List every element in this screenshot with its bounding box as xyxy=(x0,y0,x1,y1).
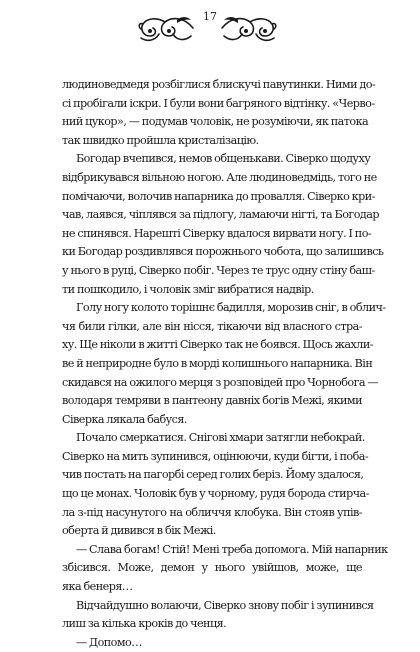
text-line: ний цукор», — подумав чоловік, не розуміючи, як патока xyxy=(62,115,369,129)
text-line: — Допомо… xyxy=(76,635,142,649)
text-line: Богодар вчепився, немов общенькави. Сіверко щодуху xyxy=(76,152,371,166)
text-line: лиш за кілька кроків до ченця. xyxy=(62,617,227,631)
text-line: оберта й дивився в бік Межі. xyxy=(62,524,216,538)
text-line: у нього в руці, Сіверко побіг. Через те трус одну стіну баш- xyxy=(62,263,375,277)
text-line: Сіверка лякала бабуся. xyxy=(62,412,187,426)
text-line: чав, лаявся, чіплявся за підлогу, ламаючи нігті, та Богодар xyxy=(62,208,379,222)
text-line: сі пробігали іскри. І були вони багряного відтінку. «Черво- xyxy=(62,96,375,110)
text-line: володаря темряви в пантеону давніх богів Межі, якими xyxy=(62,394,362,408)
text-line: що це монах. Чоловік був у чорному, рудя борода стирча- xyxy=(62,487,369,501)
text-line: ве й неприродне було в морді колишнього напарника. Він xyxy=(62,356,373,370)
text-line: так швидко пройшла кристалізацію. xyxy=(62,133,259,147)
text-line: збісився. Може, демон у нього увійшов, може, ще xyxy=(62,561,362,575)
text-line: відбрикувався вільною ногою. Але людиноведмідь, того не xyxy=(62,170,377,184)
text-line: чив постать на пагорбі серед голих беріз. Йому здалося, xyxy=(62,468,364,482)
text-line: людиноведмедя розбіглися блискучі павутинки. Ними до- xyxy=(62,78,376,91)
text-line: не спинявся. Нарешті Сіверку вдалося вирвати ногу. І по- xyxy=(62,226,372,240)
page-header xyxy=(0,8,420,66)
right-ornament-icon xyxy=(220,14,278,44)
text-line: Почало смеркатися. Снігові хмари затягли небокрай. xyxy=(76,431,365,445)
text-line: чя били гілки, але він нісся, тікаючи від власного стра- xyxy=(62,319,362,333)
body-text xyxy=(62,76,388,652)
text-line: ла з-під насунутого на обличчя клобука. Він стояв упів- xyxy=(62,505,362,519)
left-ornament-icon xyxy=(137,14,195,44)
text-line: скидався на ожилого мерця з розповідей про Чорнобога — xyxy=(62,375,379,389)
text-line: Відчайдушно волаючи, Сіверко знову побіг і зупинився xyxy=(76,598,374,612)
text-line: помічаючи, волочив напарника до провалля. Сіверко кри- xyxy=(62,189,375,203)
text-line: ху. Ще ніколи в житті Сіверко так не боявся. Щось жахли- xyxy=(62,338,373,352)
page-number: 17 xyxy=(203,10,217,23)
text-line: Голу ногу колото торішнє бадилля, морозив сніг, в облич- xyxy=(76,301,386,315)
text-line: Сіверко на мить зупинився, оцінюючи, куди бігти, і поба- xyxy=(62,449,369,463)
text-line: ки Богодар роздивлявся порожнього чобота, що залишивсь xyxy=(62,245,384,259)
text-line: ти пошкодило, і чоловік зміг вибратися надвір. xyxy=(62,282,314,296)
text-line: яка бенеря… xyxy=(62,580,133,594)
text-line: — Слава богам! Стій! Мені треба допомога. Мій напарник xyxy=(76,542,388,556)
